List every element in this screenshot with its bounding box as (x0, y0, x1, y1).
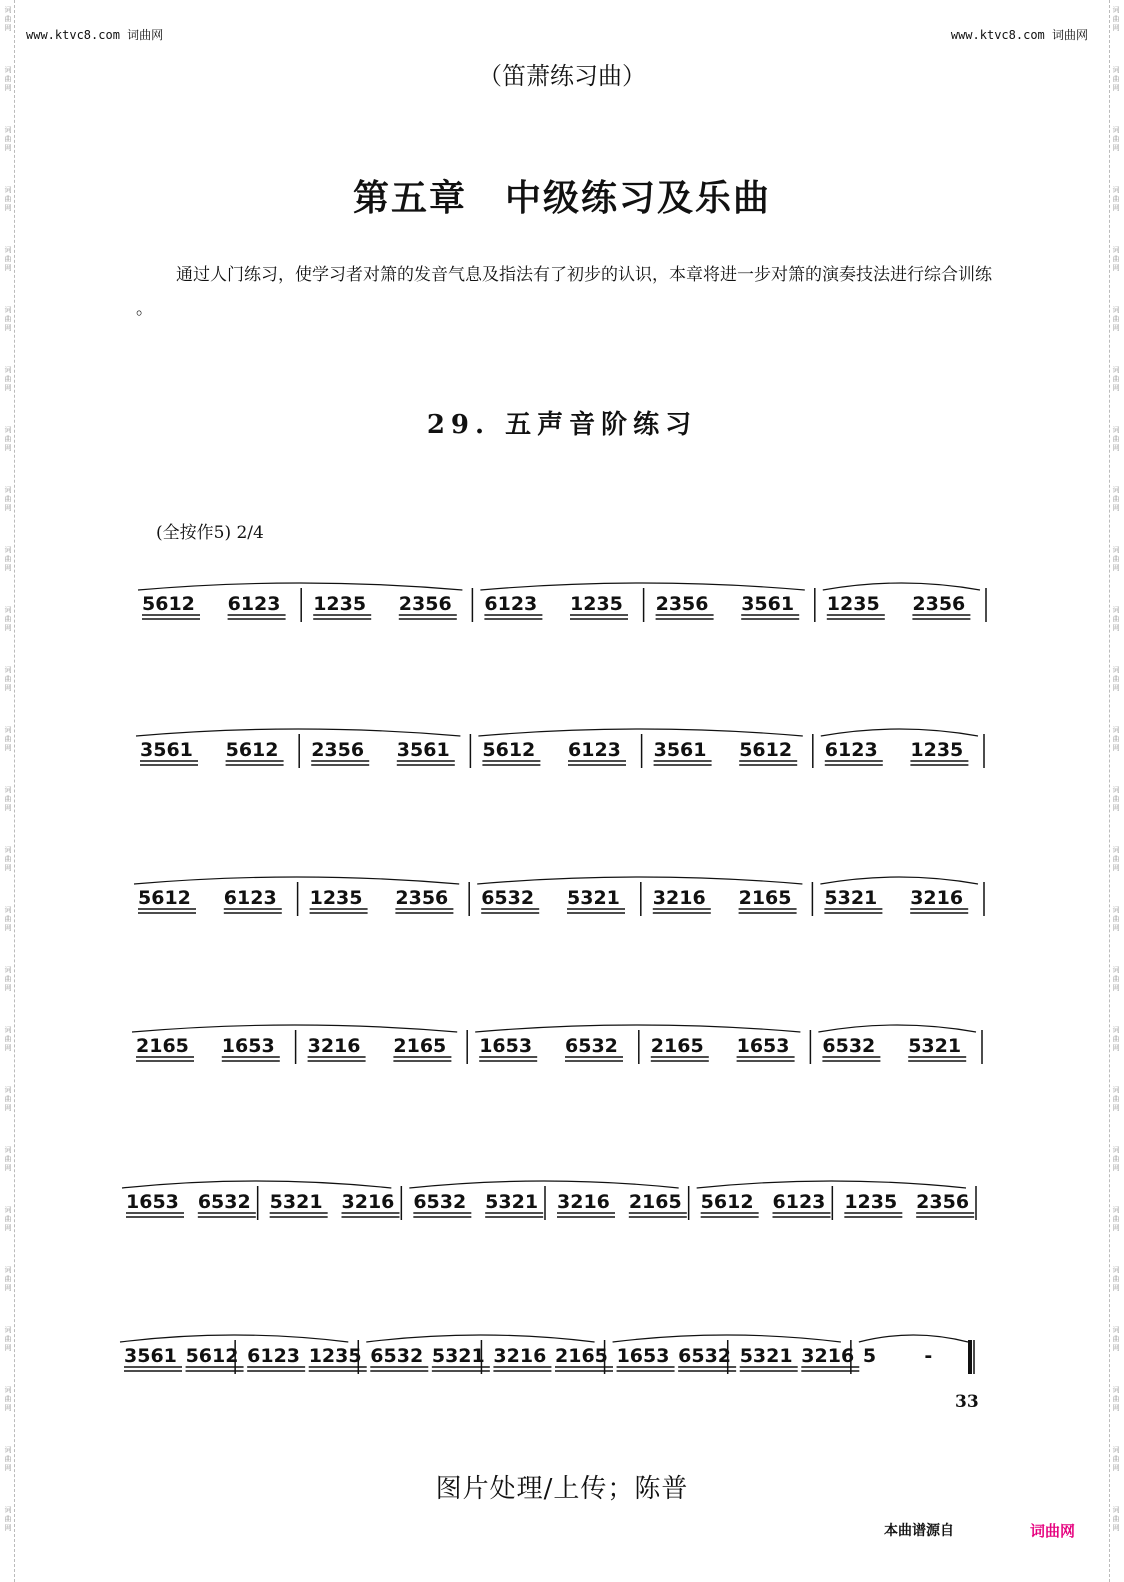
note-group: 2165 (738, 887, 792, 909)
side-watermark-label: 词 曲 网 (4, 966, 12, 992)
note-group: 5612 (142, 593, 195, 615)
note-group: 5321 (269, 1191, 323, 1213)
note-group: 1235 (826, 593, 880, 615)
note-group: 6123 (484, 593, 538, 615)
slur-arc (823, 583, 980, 590)
side-watermark-label: 词 曲 网 (1112, 1446, 1120, 1472)
note-group: 5612 (739, 739, 793, 761)
note-group: 6123 (824, 739, 878, 761)
side-watermark-label: 词 曲 网 (1112, 186, 1120, 212)
note-group: 5321 (431, 1345, 485, 1367)
note-group: 6532 (822, 1035, 876, 1057)
side-watermark-label: 词 曲 网 (1112, 1026, 1120, 1052)
slur-arc (480, 583, 804, 590)
slur-arc (821, 729, 978, 736)
slur-arc (820, 877, 978, 884)
note-group: 1235 (844, 1191, 898, 1213)
note-group: 2165 (650, 1035, 704, 1057)
slur-arc (475, 1025, 800, 1032)
side-watermark-label: 词 曲 网 (4, 366, 12, 392)
note-group: 6532 (197, 1191, 251, 1213)
side-watermark-label: 词 曲 网 (4, 786, 12, 812)
note-group: 1235 (570, 593, 623, 615)
note-group: 3561 (653, 739, 707, 761)
side-watermark-label: 词 曲 网 (1112, 726, 1120, 752)
source-site-link[interactable]: 词曲网 (1030, 1522, 1076, 1540)
side-watermark-label: 词 曲 网 (1112, 1086, 1120, 1112)
note-group: 2356 (655, 593, 709, 615)
note-group: 5321 (739, 1345, 793, 1367)
note-group: 3216 (557, 1191, 610, 1213)
page-number: 33 (955, 1392, 979, 1412)
side-watermark-label: 词 曲 网 (1112, 1326, 1120, 1352)
side-watermark-label: 词 曲 网 (4, 546, 12, 572)
side-watermark-label: 词 曲 网 (1112, 1146, 1120, 1172)
side-watermark-label: 词 曲 网 (4, 1026, 12, 1052)
note-group: 1653 (479, 1035, 533, 1057)
note-group: 6123 (247, 1345, 301, 1367)
side-watermark-label: 词 曲 网 (1112, 846, 1120, 872)
note-group: 2165 (628, 1191, 682, 1213)
side-watermark-label: 词 曲 网 (4, 906, 12, 932)
source-label: 本曲谱源自 (884, 1523, 954, 1539)
note-group: 5612 (482, 739, 536, 761)
note-group: 6123 (568, 739, 621, 761)
note-group: 2356 (395, 887, 449, 909)
side-watermark-label: 词 曲 网 (1112, 246, 1120, 272)
note-group: 3561 (396, 739, 450, 761)
note-group: 5612 (138, 887, 191, 909)
side-watermark-label: 词 曲 网 (1112, 1206, 1120, 1232)
slur-arc (138, 583, 462, 590)
note-group: 3561 (741, 593, 795, 615)
side-watermark-label: 词 曲 网 (4, 666, 12, 692)
note-group: 2356 (912, 593, 966, 615)
series-title: （笛萧练习曲） (478, 62, 646, 90)
slur-arc (818, 1025, 976, 1032)
side-watermark-label: 词 曲 网 (1112, 6, 1120, 32)
slur-arc (613, 1335, 841, 1342)
chapter-title: 第五章 中级练习及乐曲 (352, 178, 771, 219)
note-group: 1235 (313, 593, 367, 615)
slur-arc (132, 1025, 457, 1032)
note-group: 1235 (308, 1345, 362, 1367)
watermark-right: www.ktvc8.com 词曲网 (950, 28, 1088, 42)
note-group: 2356 (398, 593, 452, 615)
note-group: 1653 (221, 1035, 275, 1057)
note-group: 2165 (555, 1345, 608, 1367)
side-watermark-label: 词 曲 网 (4, 1146, 12, 1172)
side-watermark-label: 词 曲 网 (4, 6, 12, 32)
note-group: 2356 (311, 739, 365, 761)
side-watermark-label: 词 曲 网 (4, 66, 12, 92)
side-watermark-label: 词 曲 网 (1112, 906, 1120, 932)
slur-arc (134, 877, 459, 884)
note-group: 6532 (678, 1345, 732, 1367)
side-watermark-label: 词 曲 网 (1112, 966, 1120, 992)
slur-arc (409, 1181, 678, 1188)
side-watermark-label: 词 曲 网 (1112, 606, 1120, 632)
note-group: 5612 (225, 739, 279, 761)
note-group: 1653 (616, 1345, 670, 1367)
side-watermark-label: 词 曲 网 (4, 306, 12, 332)
upload-credit: 图片处理/上传；陈普 (435, 1474, 689, 1504)
note-group: 1235 (309, 887, 363, 909)
note-group: 6532 (413, 1191, 467, 1213)
note-group: 2165 (136, 1035, 189, 1057)
side-watermark-label: 词 曲 网 (1112, 426, 1120, 452)
side-watermark-label: 词 曲 网 (1112, 126, 1120, 152)
note-group: - (924, 1345, 933, 1367)
side-watermark-label: 词 曲 网 (4, 1386, 12, 1412)
note-group: 6532 (481, 887, 535, 909)
slur-arc (697, 1181, 966, 1188)
note-group: 5321 (824, 887, 878, 909)
note-group: 3216 (307, 1035, 361, 1057)
side-watermark-label: 词 曲 网 (4, 1326, 12, 1352)
note-group: 5612 (185, 1345, 239, 1367)
side-watermark-label: 词 曲 网 (1112, 1506, 1120, 1532)
side-watermark-label: 词 曲 网 (4, 726, 12, 752)
note-group: 3561 (140, 739, 193, 761)
side-watermark-label: 词 曲 网 (4, 606, 12, 632)
side-watermark-label: 词 曲 网 (1112, 786, 1120, 812)
note-group: 1653 (126, 1191, 179, 1213)
note-group: 6532 (565, 1035, 618, 1057)
slur-arc (366, 1335, 594, 1342)
note-group: 1653 (736, 1035, 790, 1057)
slur-arc (477, 877, 802, 884)
note-group: 5612 (700, 1191, 754, 1213)
side-watermark-label: 词 曲 网 (4, 846, 12, 872)
note-group: 3216 (801, 1345, 855, 1367)
slur-arc (859, 1335, 968, 1342)
note-group: 6123 (227, 593, 281, 615)
side-watermark-label: 词 曲 网 (4, 426, 12, 452)
intro-paragraph: 通过人门练习，使学习者对箫的发音气息及指法有了初步的认识，本章将进一步对箫的演奏技法进行综合训练 。 (136, 265, 992, 319)
note-group: 6532 (370, 1345, 424, 1367)
note-group: 3216 (341, 1191, 395, 1213)
note-group: 3561 (124, 1345, 177, 1367)
side-watermark-label: 词 曲 网 (4, 486, 12, 512)
note-group: 2165 (393, 1035, 447, 1057)
side-watermark-label: 词 曲 网 (4, 1206, 12, 1232)
note-group: 5321 (908, 1035, 962, 1057)
note-group: 3216 (493, 1345, 547, 1367)
note-group: 3216 (910, 887, 964, 909)
slur-arc (136, 729, 460, 736)
note-group: 5 (862, 1345, 877, 1367)
slur-arc (478, 729, 802, 736)
side-watermark-label: 词 曲 网 (1112, 306, 1120, 332)
watermark-left: www.ktvc8.com 词曲网 (26, 28, 164, 42)
note-group: 1235 (910, 739, 964, 761)
side-watermark-label: 词 曲 网 (4, 1506, 12, 1532)
side-watermark-label: 词 曲 网 (4, 186, 12, 212)
side-watermark-label: 词 曲 网 (4, 126, 12, 152)
side-watermark-label: 词 曲 网 (1112, 1386, 1120, 1412)
note-group: 3216 (652, 887, 706, 909)
side-watermark-label: 词 曲 网 (1112, 1266, 1120, 1292)
side-watermark-label: 词 曲 网 (1112, 546, 1120, 572)
side-watermark-label: 词 曲 网 (1112, 666, 1120, 692)
side-watermark-label: 词 曲 网 (4, 246, 12, 272)
piece-title: 29. 五声音阶练习 (426, 410, 698, 440)
side-watermark-label: 词 曲 网 (4, 1266, 12, 1292)
side-watermark-label: 词 曲 网 (1112, 66, 1120, 92)
note-group: 6123 (223, 887, 277, 909)
side-watermark-label: 词 曲 网 (4, 1086, 12, 1112)
note-group: 6123 (772, 1191, 826, 1213)
note-group: 5321 (485, 1191, 539, 1213)
slur-arc (120, 1335, 348, 1342)
side-watermark-label: 词 曲 网 (1112, 366, 1120, 392)
side-watermark-label: 词 曲 网 (1112, 486, 1120, 512)
note-group: 5321 (567, 887, 620, 909)
slur-arc (122, 1181, 391, 1188)
side-watermark-label: 词 曲 网 (4, 1446, 12, 1472)
score-preface: (全按作5) 2/4 (156, 523, 264, 543)
note-group: 2356 (916, 1191, 970, 1213)
